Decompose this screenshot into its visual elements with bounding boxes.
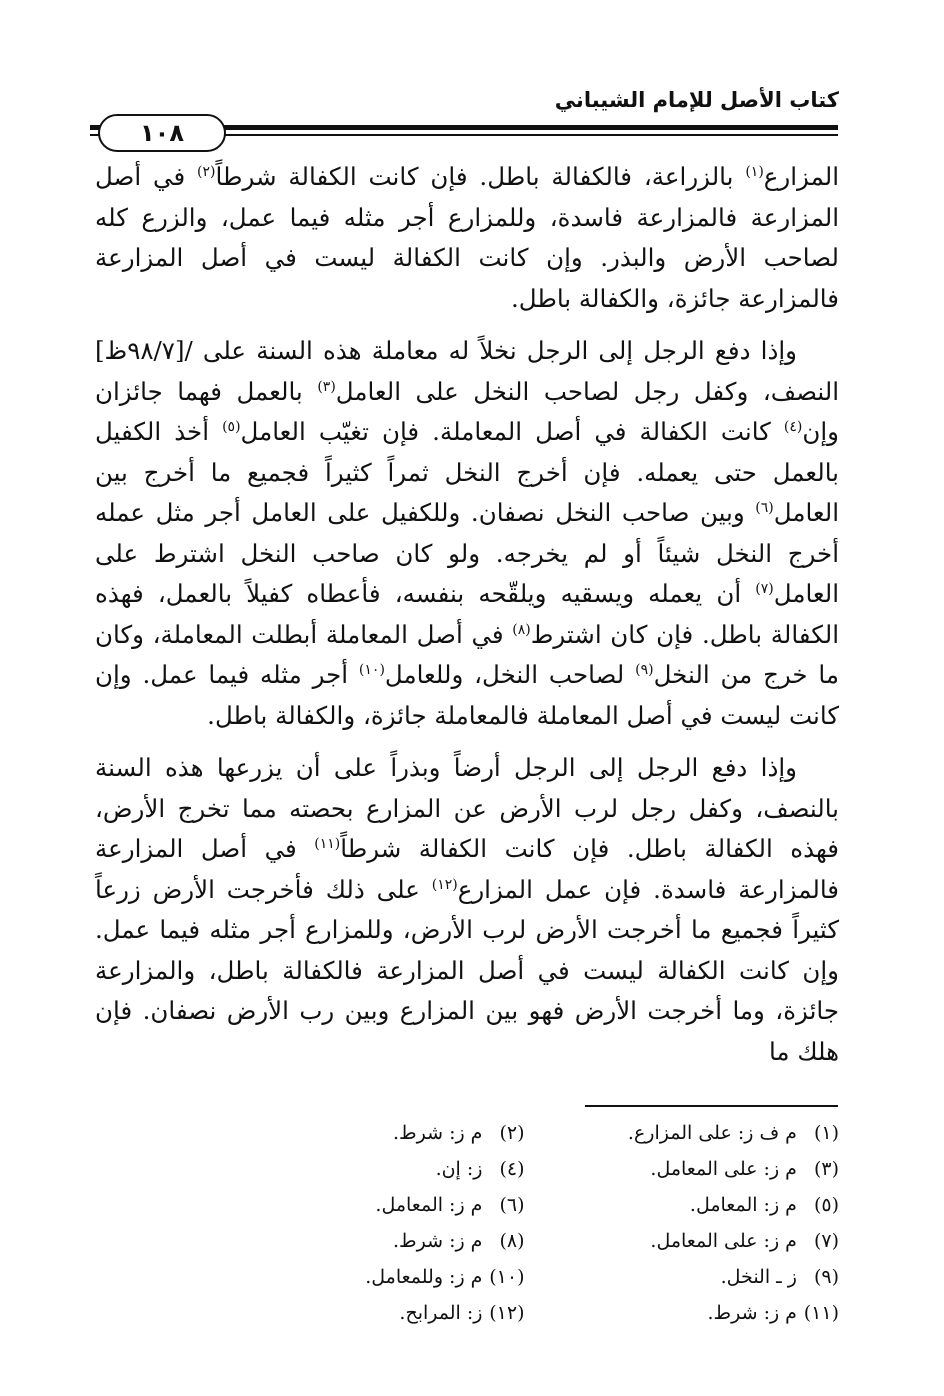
footnote-number: (١٠): [489, 1266, 525, 1288]
text-segment: وبين صاحب النخل نصفان. وللكفيل على العامل أجر مثل عمله أخرج النخل شيئاً أو لم يخرجه. ولو كان صاحب النخل اشترط على العامل: [95, 498, 839, 608]
paragraph: [95, 331, 839, 736]
footnote-number: (٨): [499, 1230, 525, 1252]
footnote-text: م ز: شرط.: [707, 1302, 797, 1324]
footnote-number: (٤): [499, 1158, 525, 1180]
main-text: [95, 157, 839, 1084]
text-segment: كانت الكفالة في أصل المعاملة. فإن تغيّب العامل: [240, 417, 784, 446]
text-segment: المزارع: [763, 162, 840, 191]
footnote-item: [250, 1262, 525, 1292]
paragraph: [95, 157, 839, 319]
text-segment: بالعمل فهما جائزان وإن: [95, 376, 839, 446]
page-number-badge: [98, 114, 226, 152]
footnote-number: (٦): [499, 1194, 525, 1216]
footnote-text: م ف ز: على المزارع.: [627, 1122, 797, 1144]
footnote-item: [565, 1190, 840, 1220]
footnote-marker: (١٢): [431, 876, 458, 893]
footnote-item: [565, 1154, 840, 1184]
footnote-number: (٩): [813, 1266, 839, 1288]
footnote-item: [250, 1154, 525, 1184]
text-segment: في أصل المزارعة فالمزارعة فاسدة. فإن عمل المزارع: [95, 834, 839, 904]
footnote-item: [565, 1118, 840, 1148]
footnote-text: م ز: شرط.: [393, 1122, 483, 1144]
footnote-item: [250, 1298, 525, 1328]
footnote-item: [250, 1190, 525, 1220]
footnote-marker: (٦): [755, 500, 774, 516]
footnote-marker: (٩): [635, 662, 654, 678]
text-segment: وإذا دفع الرجل إلى الرجل أرضاً وبذراً على أن يزرعها هذه السنة بالنصف، وكفل رجل لرب الأرض عن المزارع بحصته مما تخرج الأرض، فهذه الكفالة باطل. فإن كانت الكفالة شرطاً: [95, 753, 839, 863]
text-segment: على ذلك فأخرجت الأرض زرعاً كثيراً فجميع ما أخرجت الأرض لرب الأرض، وللمزارع أجر مثله فيما عمل. وإن كانت الكفالة ليست في أصل المزارعة فالكفالة باطل، والمزارعة جائزة، وما أخرجت الأرض فهو بين المزارع وبين رب الأرض نصفان. فإن هلك ما: [95, 874, 839, 1066]
footnote-marker: (٧): [755, 581, 774, 597]
footnote-text: ز: المرابح.: [399, 1302, 483, 1324]
footnote-separator: [585, 1105, 838, 1107]
footnote-marker: (٤): [783, 419, 803, 435]
footnotes: [250, 1118, 839, 1328]
text-segment: أجر مثله فيما عمل. وإن كانت ليست في أصل المعاملة فالمعاملة جائزة، والكفالة باطل.: [95, 660, 839, 730]
footnote-text: م ز: على المعامل.: [650, 1158, 797, 1180]
footnote-item: [565, 1298, 840, 1328]
text-segment: وإذا دفع الرجل إلى الرجل نخلاً له معاملة هذه السنة على /[٩٨/٧ظ] النصف، وكفل رجل لصاحب النخل على العامل: [95, 336, 839, 406]
footnote-item: [565, 1262, 840, 1292]
footnote-text: م ز: وللمعامل.: [365, 1266, 483, 1288]
footnote-marker: (٢): [197, 164, 216, 180]
footnote-marker: (٣): [317, 378, 336, 395]
text-segment: لصاحب النخل، وللعامل: [384, 660, 636, 689]
footnote-text: م ز: المعامل.: [689, 1194, 797, 1216]
running-head-title: كتاب الأصل للإمام الشيباني: [554, 88, 839, 112]
paragraph: [95, 748, 839, 1072]
footnote-marker: (٨): [512, 621, 531, 638]
footnote-text: م ز: المعامل.: [375, 1194, 483, 1216]
footnote-marker: (١١): [314, 836, 341, 852]
footnote-text: ز: إن.: [435, 1158, 483, 1180]
footnote-item: [250, 1226, 525, 1256]
text-segment: أخذ الكفيل بالعمل حتى يعمله. فإن أخرج النخل ثمراً كثيراً فجميع ما أخرج بين العامل: [95, 417, 839, 527]
footnote-number: (١١): [803, 1302, 839, 1324]
footnote-marker: (١): [745, 164, 764, 180]
footnote-number: (١٢): [489, 1302, 525, 1324]
footnote-number: (٧): [813, 1230, 839, 1252]
page-number: ١٠٨: [140, 119, 184, 147]
footnote-marker: (١٠): [358, 662, 385, 678]
footnote-item: [565, 1226, 840, 1256]
footnote-number: (٥): [813, 1194, 839, 1216]
footnote-text: م ز: على المعامل.: [650, 1230, 797, 1252]
footnote-text: ز ـ النخل.: [720, 1266, 797, 1288]
text-segment: بالزراعة، فالكفالة باطل. فإن كانت الكفالة شرطاً: [215, 162, 746, 191]
text-segment: في أصل المعاملة أبطلت المعاملة، وكان ما خرج من النخل: [95, 619, 839, 689]
footnote-marker: (٥): [222, 419, 241, 435]
footnote-number: (٣): [813, 1158, 839, 1180]
footnote-text: م ز: شرط.: [393, 1230, 483, 1252]
footnote-number: (٢): [499, 1122, 525, 1144]
footnote-number: (١): [813, 1122, 839, 1144]
text-segment: أن يعمله ويسقيه ويلقّحه بنفسه، فأعطاه كفيلاً بالعمل، فهذه الكفالة باطل. فإن كان اشترط: [95, 579, 839, 649]
footnote-item: [250, 1118, 525, 1148]
text-segment: في أصل المزارعة فالمزارعة فاسدة، وللمزارع أجر مثله فيما عمل، والزرع كله لصاحب الأرض والبذر. وإن كانت الكفالة ليست في أصل المزارعة فالمزارعة جائزة، والكفالة باطل.: [95, 162, 839, 313]
